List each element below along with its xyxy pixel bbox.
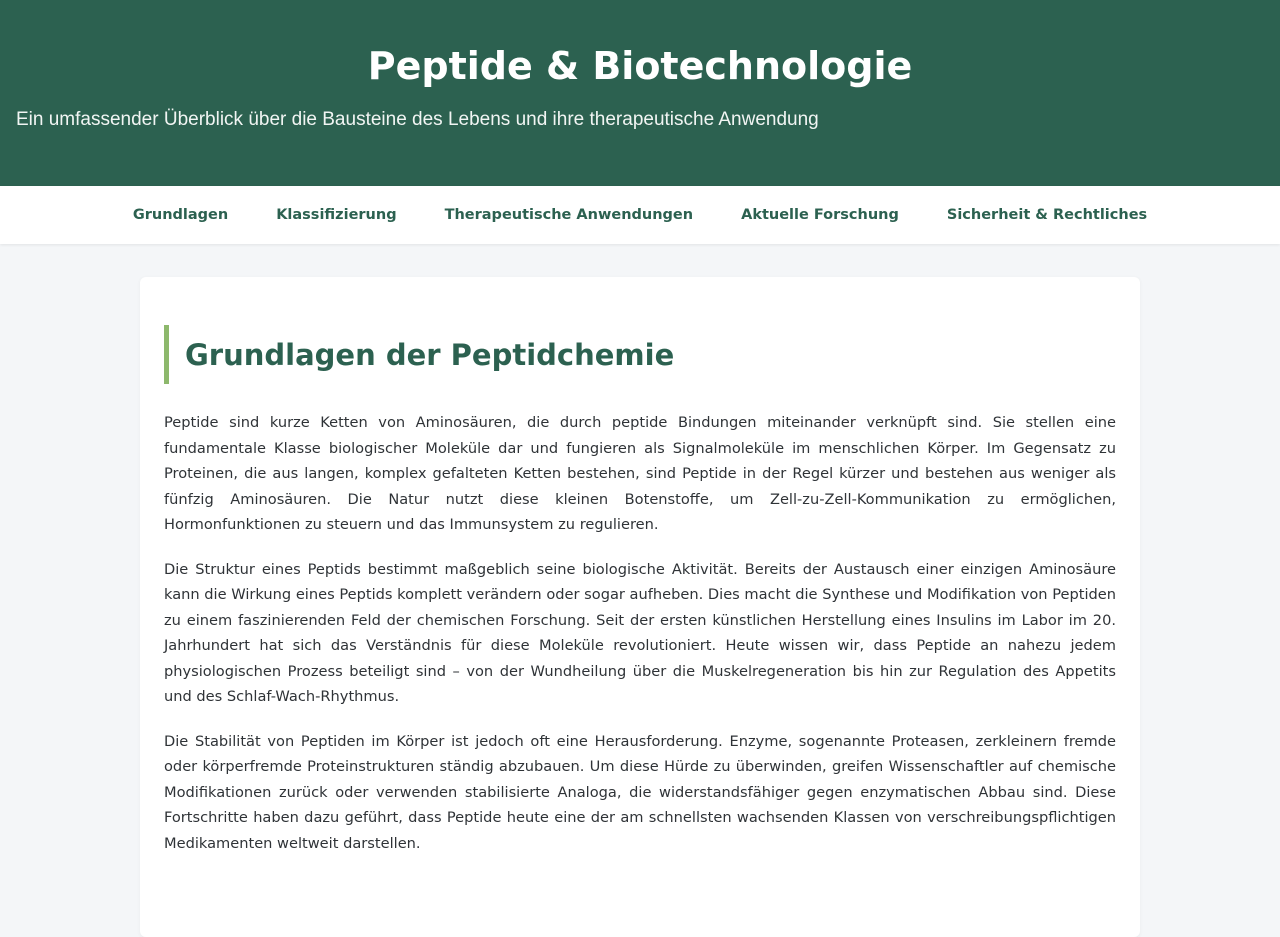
site-header xyxy=(0,0,1280,186)
nav-link-sicherheit-rechtliches[interactable]: Sicherheit & Rechtliches xyxy=(946,207,1148,223)
nav-link-klassifizierung[interactable]: Klassifizierung xyxy=(276,207,397,223)
main-nav xyxy=(0,186,1280,244)
paragraph-2: Die Struktur eines Peptids bestimmt maßgeblich seine biologische Aktivität. Bereits der Austausch einer einzigen Aminosäure kann die Wirkung eines Peptids komplett verändern oder sogar aufheben. Dies macht die Synthese und Modifikation von Peptiden zu einem faszinierenden Feld der chemischen Forschung. Seit der ersten künstlichen Herstellung eines Insulins im Labor im 20. Jahrhundert hat sich das Verständnis für diese Moleküle revolutioniert. Heute wissen wir, dass Peptide an nahezu jedem physiologischen Prozess beteiligt sind – von der Wundheilung über die Muskelregeneration bis hin zur Regulation des Appetits und des Schlaf-Wach-Rhythmus. xyxy=(164,560,1116,705)
content-card xyxy=(140,277,1140,937)
paragraph-3: Die Stabilität von Peptiden im Körper ist jedoch oft eine Herausforderung. Enzyme, sogenannte Proteasen, zerkleinern fremde oder körperfremde Proteinstrukturen ständig abzubauen. Um diese Hürde zu überwinden, greifen Wissenschaftler auf chemische Modifikationen zurück oder verwenden stabilisierte Analoga, die widerstandsfähiger gegen enzymatischen Abbau sind. Diese Fortschritte haben dazu geführt, dass Peptide heute eine der am schnellsten wachsenden Klassen von verschreibungspflichtigen Medikamenten weltweit darstellen. xyxy=(164,732,1116,852)
paragraph-1: Peptide sind kurze Ketten von Aminosäuren, die durch peptide Bindungen miteinander verknüpft sind. Sie stellen eine fundamentale Klasse biologischer Moleküle dar und fungieren als Signalmoleküle im menschlichen Körper. Im Gegensatz zu Proteinen, die aus langen, komplex gefalteten Ketten bestehen, sind Peptide in der Regel kürzer und bestehen aus weniger als fünfzig Aminosäuren. Die Natur nutzt diese kleinen Botenstoffe, um Zell-zu-Zell-Kommunikation zu ermöglichen, Hormonfunktionen zu steuern und das Immunsystem zu regulieren. xyxy=(164,414,1116,533)
nav-link-grundlagen[interactable]: Grundlagen xyxy=(132,207,229,223)
site-subtitle: Ein umfassender Überblick über die Bausteine des Lebens und ihre therapeutische Anwendung xyxy=(16,109,819,130)
nav-link-aktuelle-forschung[interactable]: Aktuelle Forschung xyxy=(741,207,899,223)
site-title: Peptide & Biotechnologie xyxy=(367,44,913,88)
section-body xyxy=(164,410,1116,856)
section-heading: Grundlagen der Peptidchemie xyxy=(164,325,1116,384)
nav-link-therapeutische-anwendungen[interactable]: Therapeutische Anwendungen xyxy=(444,207,694,223)
